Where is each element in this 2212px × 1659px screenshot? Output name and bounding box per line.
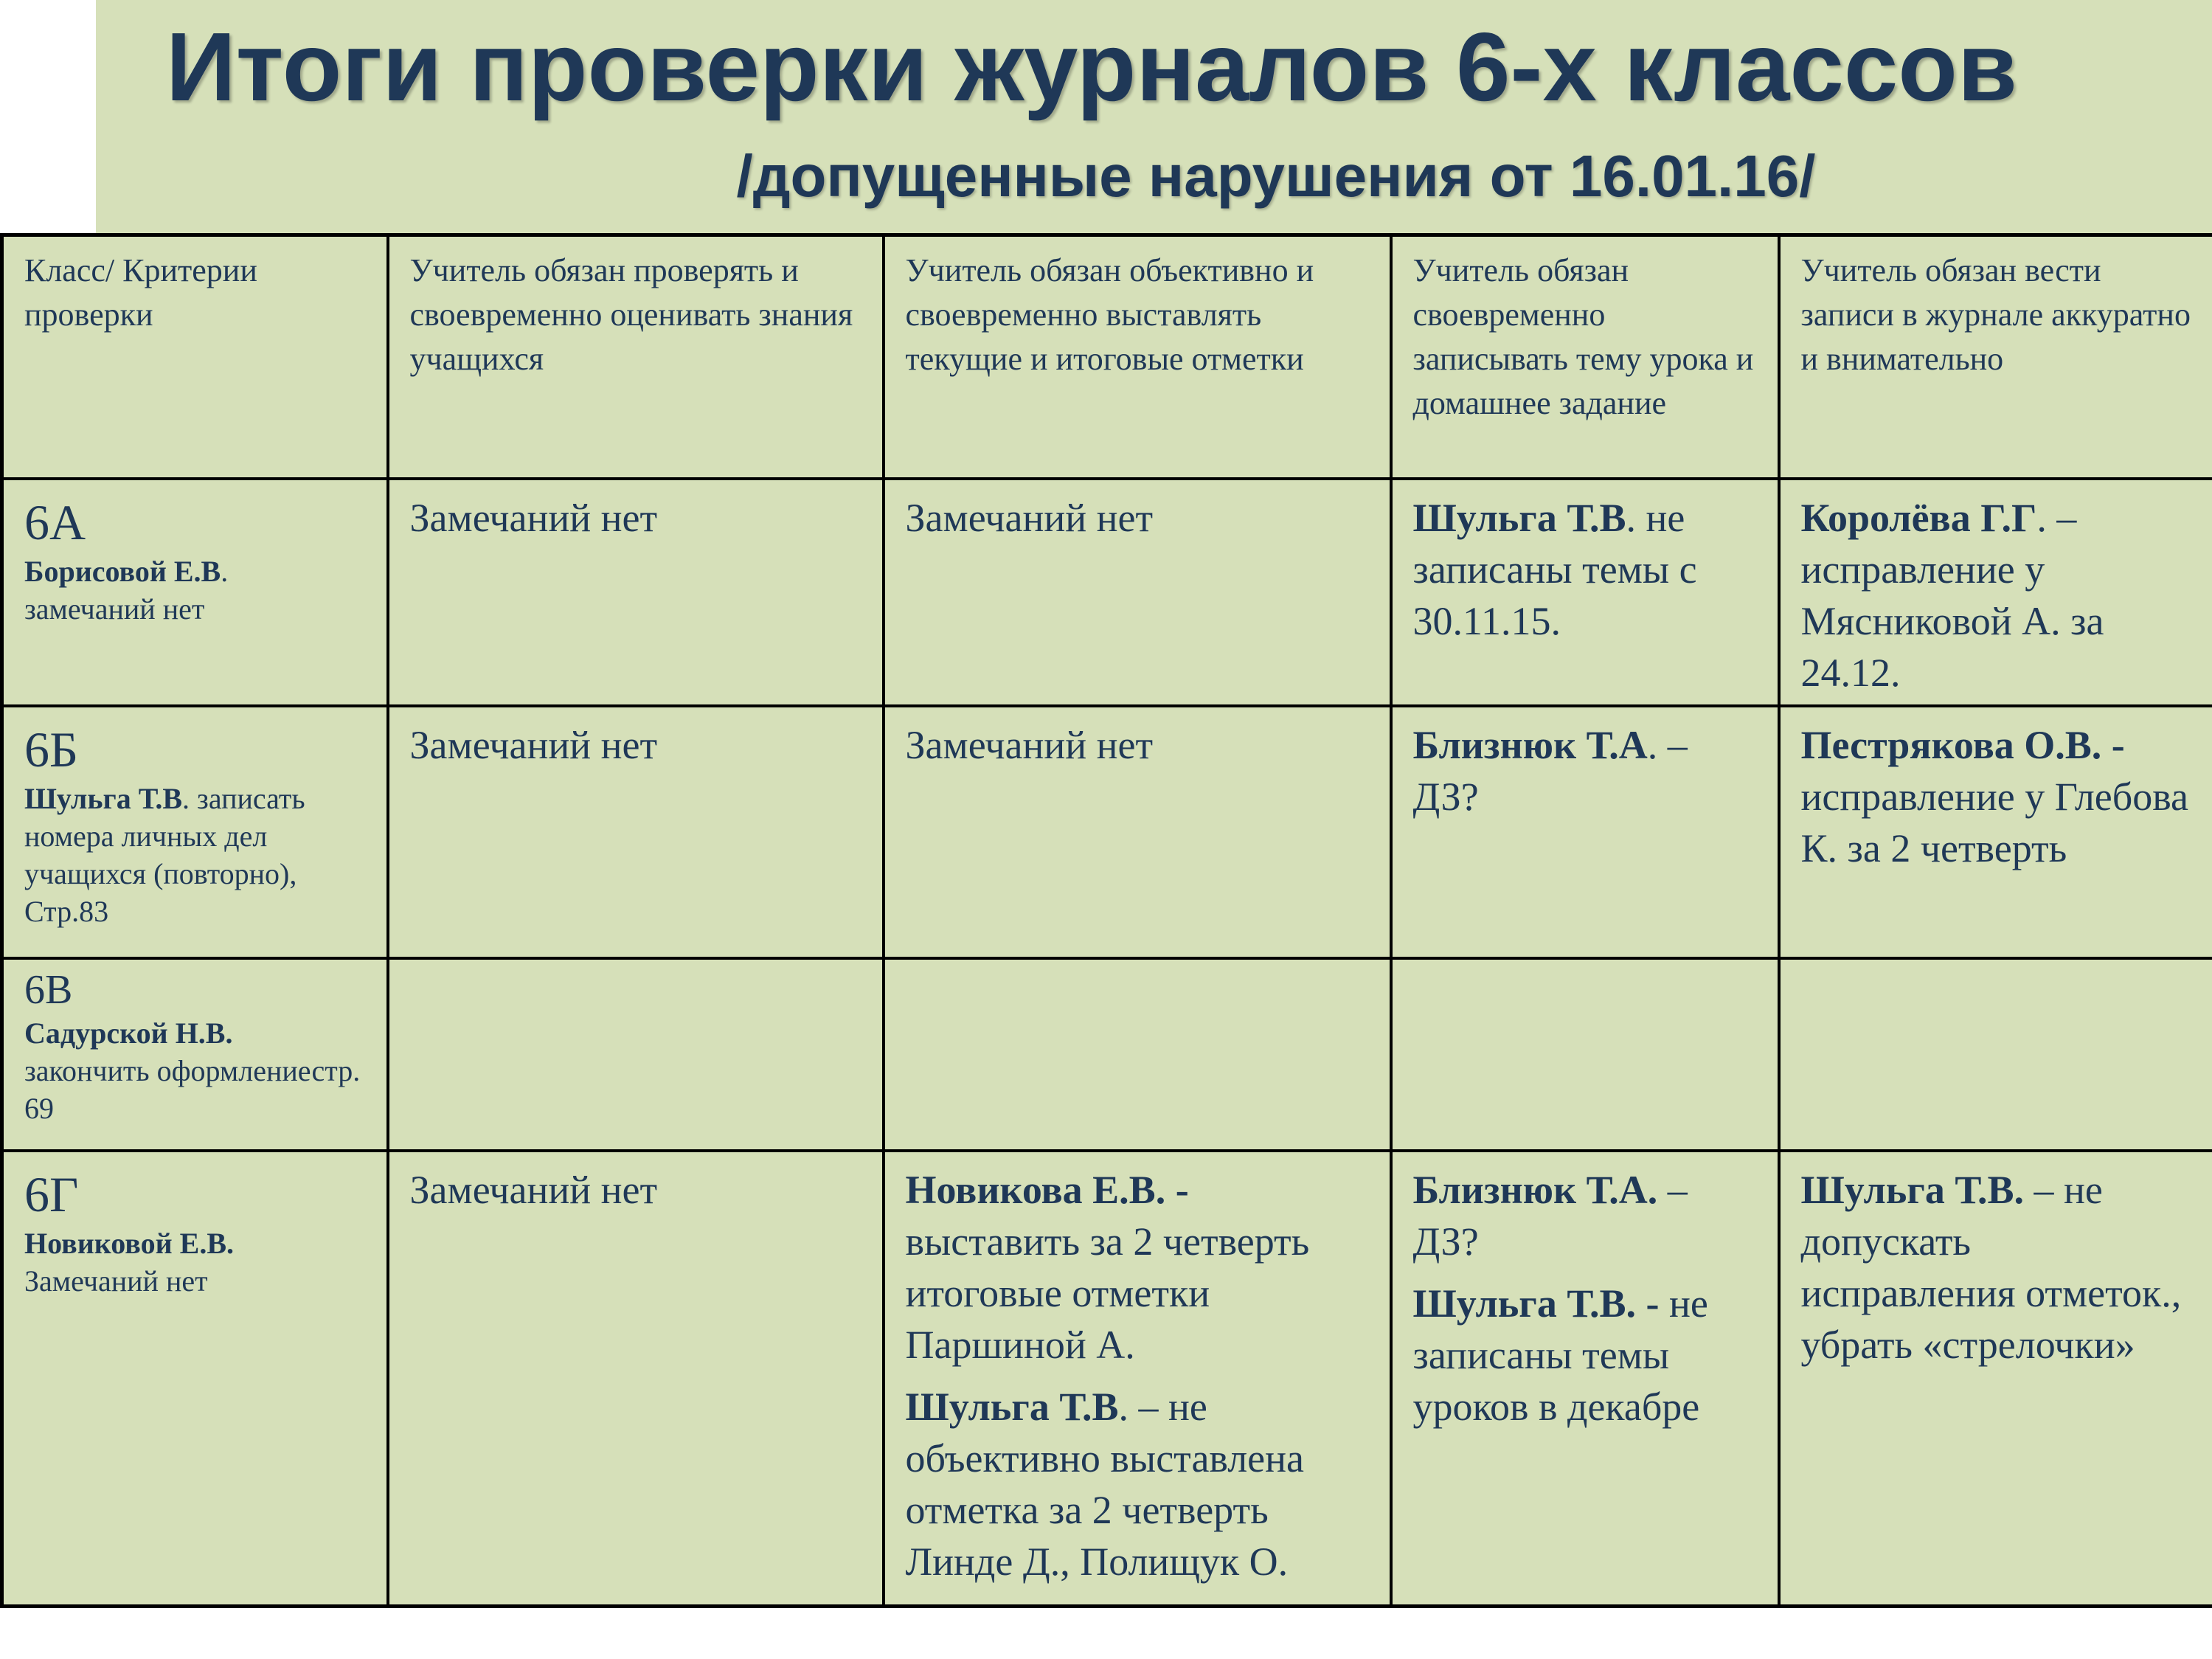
remark-text: . – не объективно выставлена отметка за 2 четверть Линде Д., Полищук О.: [905, 1385, 1304, 1584]
page-title: Итоги проверки журналов 6-х классов: [165, 13, 2018, 121]
remark-cell: [1391, 479, 1779, 706]
teacher-name: Близнюк Т.А.: [1412, 1168, 1658, 1213]
header-class-criteria: Класс/ Критерии проверки: [2, 235, 388, 479]
class-cell: [2, 1151, 388, 1606]
remark-text: . – исправление у Мясниковой А. за 24.12.: [1800, 495, 2104, 695]
remark-cell: [1391, 958, 1779, 1151]
teacher-name: Садурской Н.В.: [24, 1016, 233, 1050]
teacher-name: Шульга Т.В: [1412, 495, 1626, 540]
class-label: 6А: [24, 493, 86, 550]
remark-cell: Замечаний нет: [884, 706, 1391, 957]
class-label: 6Б: [24, 721, 79, 778]
header-criterion-grades: Учитель обязан объективно и своевременно выставлять текущие и итоговые отметки: [884, 235, 1391, 479]
page-subtitle: /допущенные нарушения от 16.01.16/: [736, 143, 1816, 209]
remark-cell: [884, 1151, 1391, 1606]
table-row: [2, 958, 2212, 1151]
table-row: [2, 1151, 2212, 1606]
remark-text: – ДЗ?: [1412, 1168, 1688, 1264]
teacher-name: Борисовой Е.В: [24, 554, 221, 588]
remark-cell: [1779, 479, 2212, 706]
header-criterion-knowledge: Учитель обязан проверять и своевременно оценивать знания учащихся: [388, 235, 884, 479]
teacher-name: Пестрякова О.В. -: [1800, 723, 2125, 768]
class-cell: [2, 706, 388, 957]
teacher-name: Близнюк Т.А: [1412, 723, 1648, 768]
table-row: [2, 706, 2212, 957]
remark-cell: [1779, 1151, 2212, 1606]
teacher-name-tail: .: [221, 554, 229, 588]
remark-cell: [1391, 1151, 1779, 1606]
remark-cell: [1391, 706, 1779, 957]
remark-cell: [884, 958, 1391, 1151]
remark-cell: Замечаний нет: [388, 479, 884, 706]
table-row: [2, 479, 2212, 706]
remark-cell: Замечаний нет: [388, 706, 884, 957]
class-note: . записать номера личных дел учащихся (повторно), Стр.83: [24, 782, 305, 929]
remark-cell: Замечаний нет: [388, 1151, 884, 1606]
remark-text: не записаны темы уроков в декабре: [1412, 1281, 1708, 1430]
teacher-name: Новикова Е.В. -: [905, 1168, 1189, 1213]
remark-text: . не записаны темы с 30.11.15.: [1412, 495, 1697, 643]
remark-text: выставить за 2 четверть итоговые отметки Паршиной А.: [905, 1219, 1310, 1368]
remark-text: – не допускать исправления отметок., убрать «стрелочки»: [1800, 1168, 2182, 1368]
class-note: закончить оформлениестр. 69: [24, 1053, 361, 1125]
teacher-name: Новиковой Е.В.: [24, 1227, 235, 1261]
header-row: [2, 235, 2212, 479]
class-cell: [2, 479, 388, 706]
teacher-name: Шульга Т.В.: [1800, 1168, 2024, 1213]
remark-cell: [1779, 958, 2212, 1151]
teacher-name: Королёва Г.Г: [1800, 495, 2037, 540]
teacher-name: Шульга Т.В: [24, 782, 183, 816]
class-label: 6Г: [24, 1166, 79, 1223]
remark-cell: [388, 958, 884, 1151]
header-criterion-accuracy: Учитель обязан вести записи в журнале аккуратно и внимательно: [1779, 235, 2212, 479]
class-label: 6В: [24, 966, 73, 1013]
results-table: [0, 233, 2212, 1608]
teacher-name: Шульга Т.В. -: [1412, 1281, 1660, 1326]
class-note: замечаний нет: [24, 592, 205, 626]
teacher-name: Шульга Т.В: [905, 1385, 1119, 1430]
remark-text: исправление у Глебова К. за 2 четверть: [1800, 775, 2188, 871]
remark-cell: Замечаний нет: [884, 479, 1391, 706]
class-cell: [2, 958, 388, 1151]
header-criterion-topics: Учитель обязан своевременно записывать тему урока и домашнее задание: [1391, 235, 1779, 479]
remark-text: . – ДЗ?: [1412, 723, 1688, 820]
class-note: Замечаний нет: [24, 1264, 208, 1298]
remark-cell: [1779, 706, 2212, 957]
